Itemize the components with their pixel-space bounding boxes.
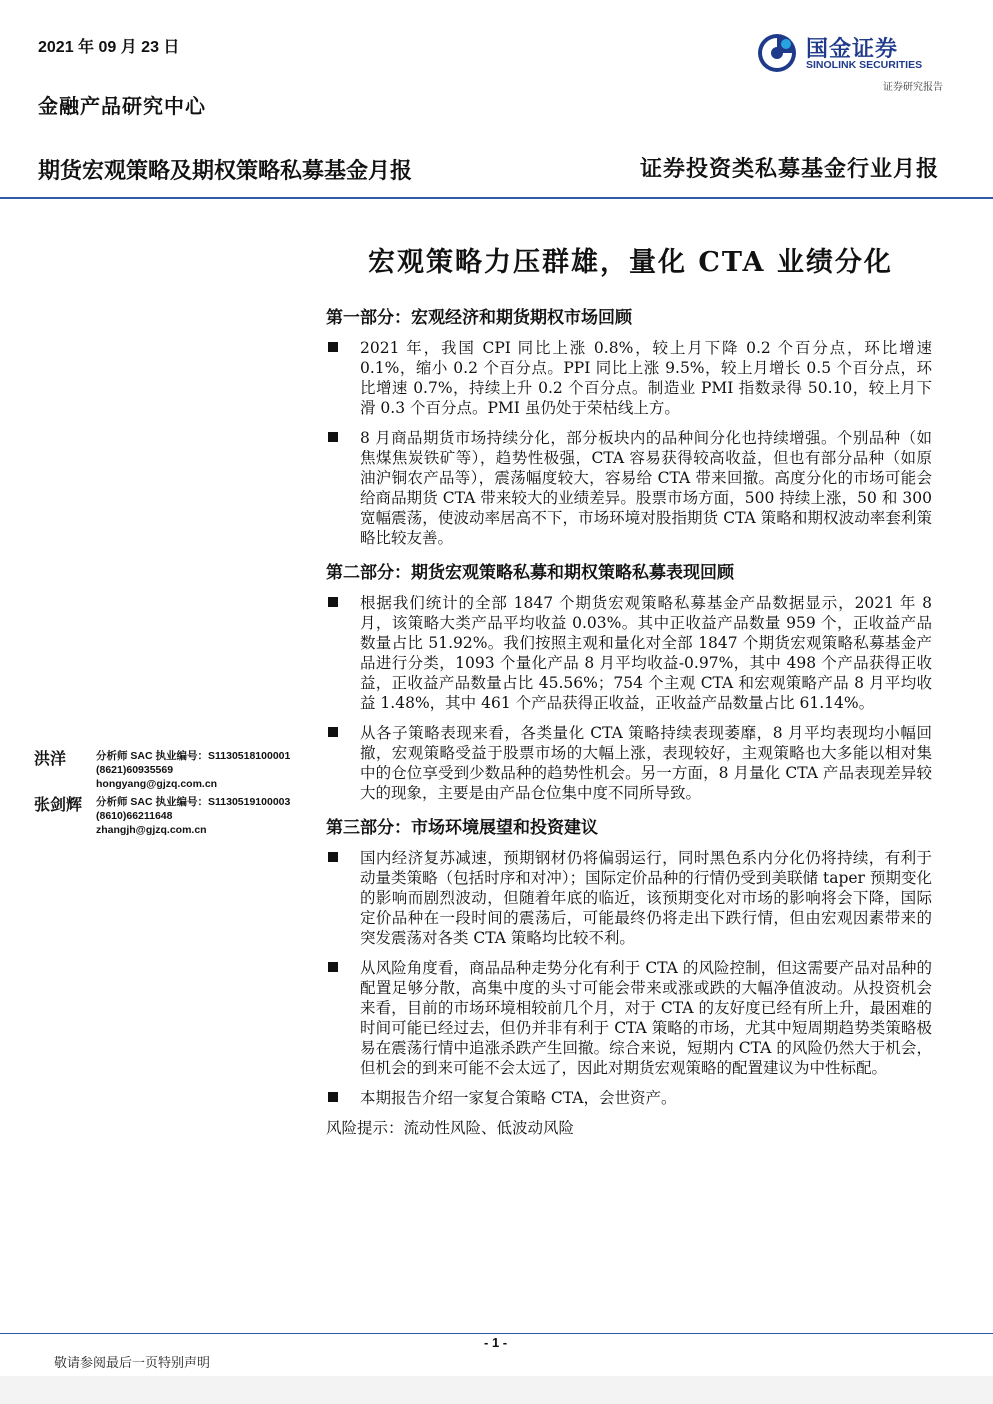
- report-title: 期货宏观策略及期权策略私募基金月报: [38, 158, 413, 183]
- analyst-name: 洪洋: [34, 749, 67, 768]
- list-item-text: 本期报告介绍一家复合策略 CTA，会世资产。: [360, 1089, 677, 1107]
- section-3: [326, 813, 932, 1108]
- logo-name-en: SINOLINK SECURITIES: [806, 59, 923, 71]
- list-item: [326, 958, 932, 1078]
- header-divider: [0, 197, 993, 199]
- list-item-text: 2021 年，我国 CPI 同比上涨 0.8%，较上月下降 0.2 个百分点，环比增速 0.1%，缩小 0.2 个百分点。PPI 同比上涨 9.5%，较上月增长 0.5 个百分点，环比增速 0.7%，持续上升 0.2 个百分点。制造业 PMI 指数录得 50.10，较上月下滑 0.3 个百分点。PMI 虽仍处于荣枯线上方。: [360, 339, 932, 417]
- analyst-info: [96, 749, 290, 791]
- list-item: [326, 1088, 932, 1108]
- square-bullet-icon: [328, 1092, 338, 1102]
- analyst-sac-number: 分析师 SAC 执业编号：S1130518100001: [96, 750, 291, 762]
- analyst-phone: (8621)60935569: [96, 764, 174, 776]
- list-item-text: 从风险角度看，商品品种走势分化有利于 CTA 的风险控制，但这需要产品对品种的配置足够分散，高集中度的头寸可能会带来或涨或跌的大幅净值波动。从投资机会来看，目前的市场环境相较前几个月，对于 CTA 的友好度已经有所上升，最困难的时间可能已经过去，但仍并非有利于 CTA 策略的市场，尤其中短周期趋势类策略极易在震荡行情中追涨杀跌产生回撤。综合来说，短期内 CTA 的风险仍然大于机会，但机会的到来可能不会太远了，因此对期货宏观策略的配置建议为中性标配。: [360, 959, 932, 1077]
- analyst-info: [96, 795, 290, 837]
- list-item: [326, 428, 932, 548]
- logo-name-cn: 国金证券: [806, 36, 899, 61]
- logo-icon: [756, 32, 798, 74]
- section-title: 第一部分：宏观经济和期货期权市场回顾: [326, 308, 632, 328]
- list-item-text: 8 月商品期货市场持续分化，部分板块内的品种间分化也持续增强。个别品种（如焦煤焦炭铁矿等），趋势性极强，CTA 容易获得较高收益，但也有部分品种（如原油沪铜农产品等），震荡幅度较大，容易给 CTA 带来回撤。高度分化的市场可能会给商品期货 CTA 带来较大的业绩差异。股票市场方面，500 持续上涨，50 和 300 宽幅震荡，使波动率居高不下，市场环境对股指期货 CTA 策略和期权波动率套利策略比较友善。: [360, 429, 932, 547]
- research-center-name: 金融产品研究中心: [38, 94, 206, 118]
- report-type: 证券投资类私募基金行业月报: [639, 156, 939, 182]
- company-logo: [756, 30, 946, 76]
- risk-note: 风险提示：流动性风险、低波动风险: [326, 1119, 575, 1137]
- section-title: 第二部分：期货宏观策略私募和期权策略私募表现回顾: [326, 563, 734, 583]
- square-bullet-icon: [328, 727, 338, 737]
- list-item: [326, 338, 932, 418]
- list-item-text: 从各子策略表现来看，各类量化 CTA 策略持续表现萎靡，8 月平均表现均小幅回撤，宏观策略受益于股票市场的大幅上涨，表现较好，主观策略也大多能以相对集中的仓位享受到少数品种的趋势性机会。另一方面，8 月量化 CTA 产品表现差异较大的现象，主要是由产品仓位集中度不同所导致。: [360, 724, 932, 802]
- footer-band: [0, 1376, 993, 1404]
- analyst-name: 张剑辉: [34, 795, 83, 814]
- analyst-card: [34, 792, 314, 838]
- analyst-card: [34, 746, 314, 792]
- analyst-phone: (8610)66211648: [96, 810, 173, 822]
- square-bullet-icon: [328, 432, 338, 442]
- disclaimer-note: 敬请参阅最后一页特别声明: [54, 1356, 211, 1371]
- section-title: 第三部分：市场环境展望和投资建议: [326, 818, 598, 838]
- main-content: [326, 303, 932, 1138]
- analyst-email[interactable]: zhangjh@gjzq.com.cn: [96, 824, 207, 836]
- analyst-sac-number: 分析师 SAC 执业编号：S1130519100003: [96, 796, 291, 808]
- page-number: - 1 -: [484, 1335, 508, 1350]
- headline: 宏观策略力压群雄，量化 CTA 业绩分化: [368, 247, 893, 278]
- analyst-list: [34, 746, 314, 838]
- analyst-email[interactable]: hongyang@gjzq.com.cn: [96, 778, 218, 790]
- report-date: 2021 年 09 月 23 日: [38, 39, 180, 56]
- list-item: [326, 848, 932, 948]
- footer-divider: [0, 1333, 993, 1334]
- list-item: [326, 593, 932, 713]
- report-category-tag: 证券研究报告: [883, 82, 943, 93]
- section-1: [326, 303, 932, 548]
- list-item-text: 根据我们统计的全部 1847 个期货宏观策略私募基金产品数据显示，2021 年 8 月，该策略大类产品平均收益 0.03%。其中正收益产品数量 959 个，正收益产品数量占比 51.92%。我们按照主观和量化对全部 1847 个期货宏观策略私募基金产品进行分类，1093 个量化产品 8 月平均收益-0.97%，其中 498 个产品获得正收益，正收益产品数量占比 45.56%；754 个主观 CTA 和宏观策略产品 8 月平均收益 1.48%，其中 461 个产品获得正收益，正收益产品数量占比 61.14%。: [360, 594, 932, 712]
- square-bullet-icon: [328, 342, 338, 352]
- square-bullet-icon: [328, 852, 338, 862]
- list-item-text: 国内经济复苏减速，预期钢材仍将偏弱运行，同时黑色系内分化仍将持续，有利于动量类策略（包括时序和对冲）；国际定价品种的行情仍受到美联储 taper 预期变化的影响而剧烈波动，但随着年底的临近，该预期变化对市场的影响将会下降，国际定价品种在一段时间的震荡后，可能最终仍将走出下跌行情，但由宏观因素带来的突发震荡对各类 CTA 策略均比较不利。: [360, 849, 932, 947]
- section-2: [326, 558, 932, 803]
- square-bullet-icon: [328, 962, 338, 972]
- square-bullet-icon: [328, 597, 338, 607]
- list-item: [326, 723, 932, 803]
